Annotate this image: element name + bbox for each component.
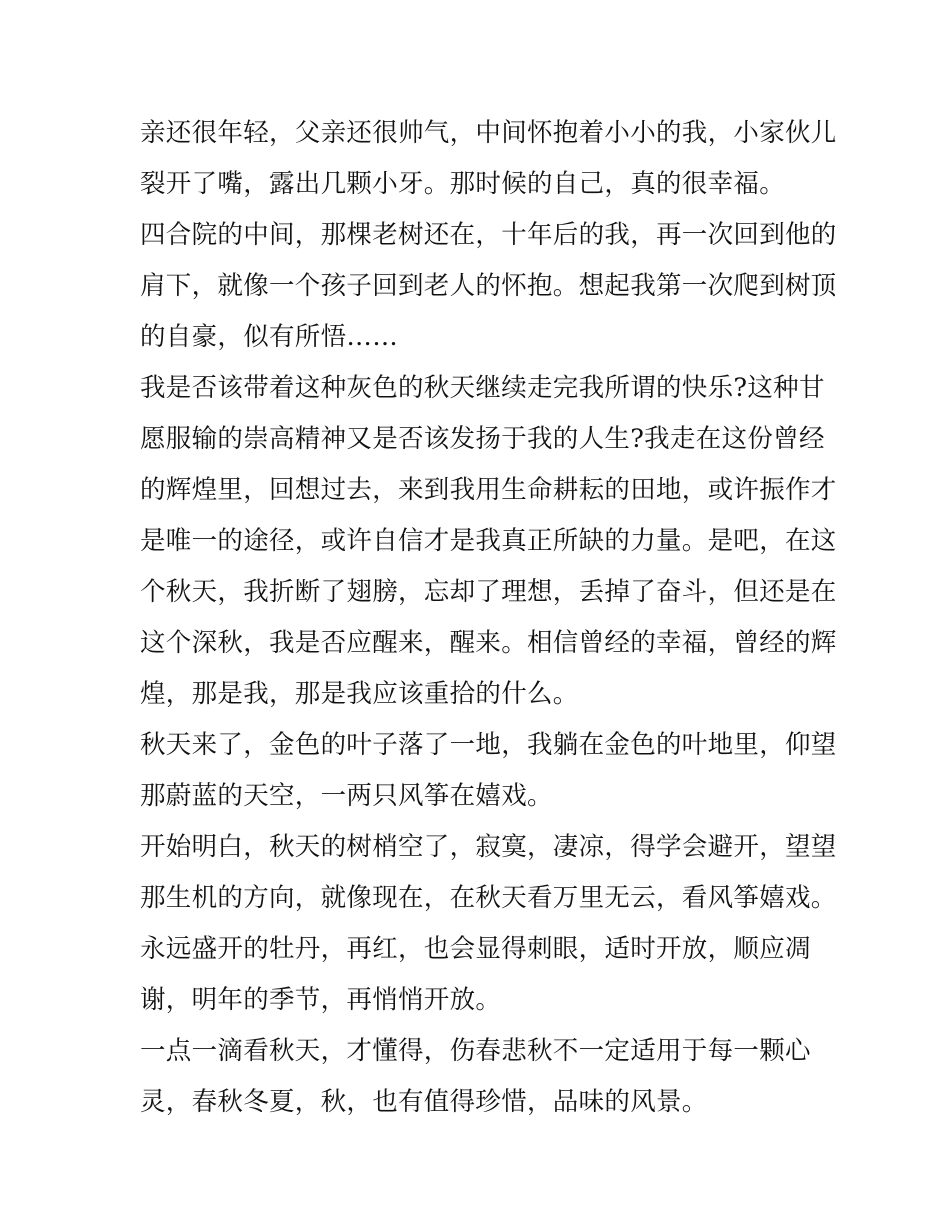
text-line: 永远盛开的牡丹，再红，也会显得刺眼，适时开放，顺应凋 bbox=[140, 934, 811, 964]
text-line: 谢，明年的季节，再悄悄开放。 bbox=[140, 985, 502, 1015]
text-line: 四合院的中间，那棵老树还在，十年后的我，再一次回到他的 bbox=[140, 220, 837, 250]
text-line: 愿服输的崇高精神又是否该发扬于我的人生?我走在这份曾经 bbox=[140, 424, 825, 454]
text-line: 那蔚蓝的天空，一两只风筝在嬉戏。 bbox=[140, 781, 553, 811]
text-line: 秋天来了，金色的叶子落了一地，我躺在金色的叶地里，仰望 bbox=[140, 730, 837, 760]
text-line: 灵，春秋冬夏，秋，也有值得珍惜，品味的风景。 bbox=[140, 1087, 708, 1117]
text-line: 是唯一的途径，或许自信才是我真正所缺的力量。是吧，在这 bbox=[140, 526, 837, 556]
text-line: 个秋天，我折断了翅膀，忘却了理想，丢掉了奋斗，但还是在 bbox=[140, 577, 837, 607]
text-line: 的辉煌里，回想过去，来到我用生命耕耘的田地，或许振作才 bbox=[140, 475, 837, 505]
text-line: 那生机的方向，就像现在，在秋天看万里无云，看风筝嬉戏。 bbox=[140, 883, 837, 913]
text-line: 一点一滴看秋天，才懂得，伤春悲秋不一定适用于每一颗心 bbox=[140, 1036, 811, 1066]
text-line: 开始明白，秋天的树梢空了，寂寞，凄凉，得学会避开，望望 bbox=[140, 832, 837, 862]
text-line: 我是否该带着这种灰色的秋天继续走完我所谓的快乐?这种甘 bbox=[140, 373, 825, 403]
text-line: 煌，那是我，那是我应该重拾的什么。 bbox=[140, 679, 579, 709]
document-body bbox=[140, 108, 837, 1128]
text-line: 的自豪，似有所悟…… bbox=[140, 322, 399, 352]
text-line: 裂开了嘴，露出几颗小牙。那时候的自己，真的很幸福。 bbox=[140, 169, 786, 199]
text-line: 亲还很年轻，父亲还很帅气，中间怀抱着小小的我，小家伙儿 bbox=[140, 118, 837, 148]
text-line: 这个深秋，我是否应醒来，醒来。相信曾经的幸福，曾经的辉 bbox=[140, 628, 837, 658]
text-line: 肩下，就像一个孩子回到老人的怀抱。想起我第一次爬到树顶 bbox=[140, 271, 837, 301]
